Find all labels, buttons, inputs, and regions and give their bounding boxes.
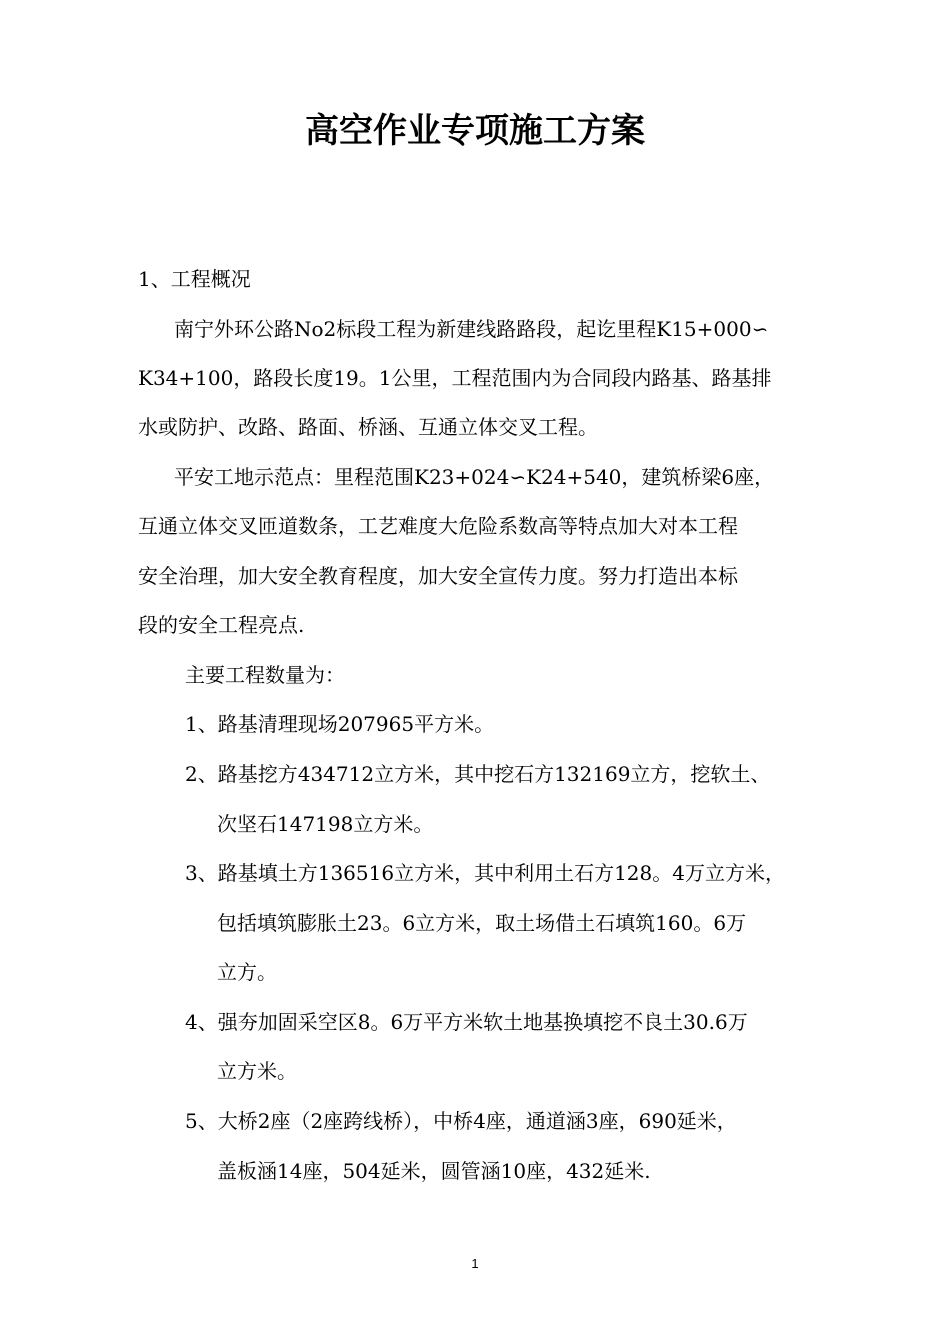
document-title: 高空作业专项施工方案 (305, 111, 645, 151)
list-item: 3、路基填土方136516立方米，其中利用土石方128。4万立方米， (185, 861, 785, 885)
paragraph-1-line-2: K34+100，路段长度19。1公里，工程范围内为合同段内路基、路基排 (138, 366, 772, 390)
list-item-continuation: 盖板涵14座，504延米，圆管涵10座，432延米. (217, 1159, 651, 1183)
section-heading: 1、工程概况 (138, 267, 251, 291)
paragraph-2-line-3: 安全治理，加大安全教育程度，加大安全宣传力度。努力打造出本标 (138, 564, 738, 588)
paragraph-2-line-4: 段的安全工程亮点. (138, 613, 305, 637)
list-item: 5、大桥2座（2座跨线桥），中桥4座，通道涵3座，690延米， (185, 1109, 737, 1133)
list-item: 4、强夯加固采空区8。6万平方米软土地基换填挖不良土30.6万 (185, 1010, 748, 1034)
list-item: 1、路基清理现场207965平方米。 (185, 712, 495, 736)
paragraph-2-line-1: 平安工地示范点：里程范围K23+024∽K24+540，建筑桥梁6座， (174, 465, 775, 489)
page-number: 1 (471, 1256, 479, 1271)
list-item-continuation: 立方米。 (217, 1059, 297, 1083)
paragraph-1-line-3: 水或防护、改路、路面、桥涵、互通立体交叉工程。 (138, 415, 598, 439)
list-item-continuation: 立方。 (217, 960, 277, 984)
list-item: 2、路基挖方434712立方米，其中挖石方132169立方，挖软土、 (185, 762, 771, 786)
paragraph-1-line-1: 南宁外环公路No2标段工程为新建线路路段，起讫里程K15+000∽ (174, 317, 769, 341)
list-item-continuation: 次坚石147198立方米。 (217, 812, 434, 836)
list-item-continuation: 包括填筑膨胀土23。6立方米，取土场借土石填筑160。6万 (217, 911, 747, 935)
paragraph-2-line-2: 互通立体交叉匝道数条，工艺难度大危险系数高等特点加大对本工程 (138, 514, 738, 538)
quantities-heading: 主要工程数量为： (185, 663, 345, 687)
